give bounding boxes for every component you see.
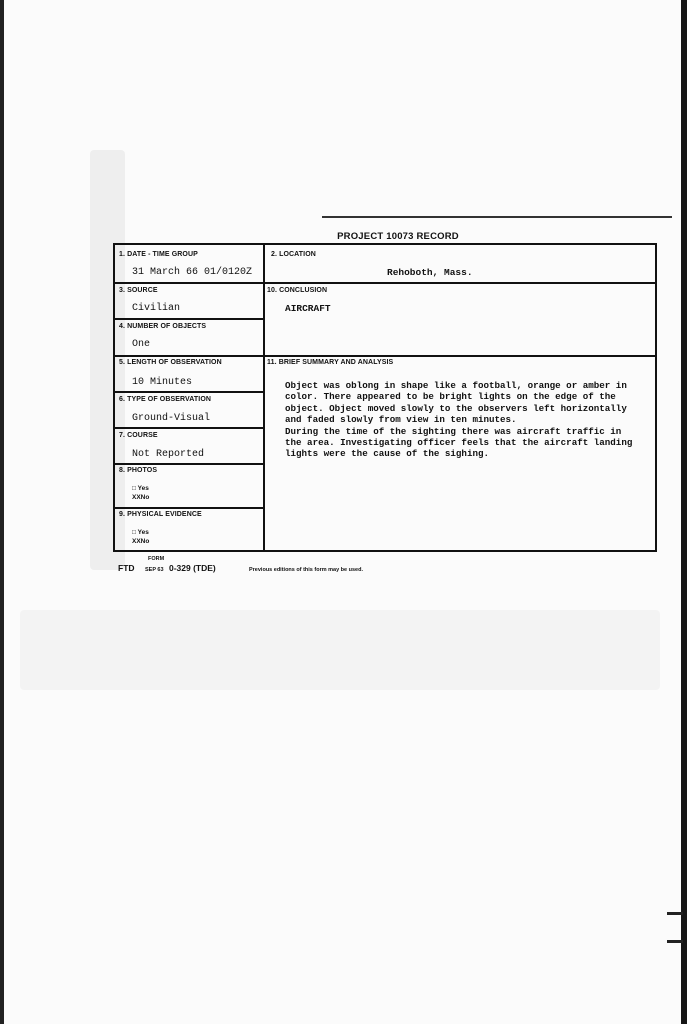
summary-line: object. Object moved slowly to the observers left horizontally [285, 402, 627, 414]
location-value: Rehoboth, Mass. [387, 267, 473, 278]
length-of-observation-value: 10 Minutes [132, 377, 193, 388]
form-title: PROJECT 10073 RECORD [337, 231, 459, 242]
source-label: 3. SOURCE [119, 287, 158, 294]
photos-label: 8. PHOTOS [119, 467, 158, 474]
location-label: 2. LOCATION [271, 251, 316, 258]
photos-no-option [132, 494, 149, 501]
photos-yes-option [132, 485, 149, 492]
row-divider [115, 318, 263, 320]
scan-right-margin [687, 0, 696, 1024]
row-divider [115, 427, 263, 429]
row-divider [115, 507, 263, 509]
row-divider [115, 282, 655, 284]
scan-smudge [20, 610, 660, 690]
row-divider [115, 391, 263, 393]
course-value: Not Reported [132, 449, 205, 460]
footer-ftd: FTD [118, 563, 135, 573]
checkbox-marked-icon: XX [132, 538, 141, 545]
summary-line: and faded slowly from view in ten minutes. [285, 414, 517, 426]
summary-line: the area. Investigating officer feels that the aircraft landing [285, 437, 633, 449]
date-time-group-label: 1. DATE - TIME GROUP [119, 251, 198, 258]
summary-line: lights were the cause of the sighing. [285, 448, 489, 460]
footer-sep-date: SEP 63 [145, 567, 164, 573]
physical-evidence-label: 9. PHYSICAL EVIDENCE [119, 511, 202, 518]
physical-evidence-yes-option [132, 529, 149, 536]
photos-no-label: No [140, 494, 150, 501]
physical-evidence-no-label: No [140, 538, 150, 545]
length-of-observation-label: 5. LENGTH OF OBSERVATION [119, 359, 222, 366]
type-of-observation-label: 6. TYPE OF OBSERVATION [119, 396, 212, 403]
summary-line: color. There appeared to be bright lights on the edge of the [285, 391, 616, 403]
number-of-objects-label: 4. NUMBER OF OBJECTS [119, 323, 207, 330]
physical-evidence-yes-label: Yes [137, 529, 149, 536]
number-of-objects-value: One [132, 339, 151, 350]
scan-left-edge [0, 0, 4, 1024]
conclusion-value: AIRCRAFT [285, 303, 331, 314]
checkbox-marked-icon: XX [132, 494, 141, 501]
row-divider [115, 463, 263, 465]
course-label: 7. COURSE [119, 432, 158, 439]
footer-form-code: 0-329 (TDE) [169, 563, 216, 573]
summary-line: Object was oblong in shape like a football, orange or amber in [285, 380, 627, 391]
brief-summary-label: 11. BRIEF SUMMARY AND ANALYSIS [267, 359, 394, 366]
form-top-rule [322, 216, 672, 218]
column-divider [263, 245, 265, 552]
brief-summary-text [285, 380, 685, 460]
footer-form-word: FORM [148, 556, 165, 562]
date-time-group-value: 31 March 66 01/0120Z [132, 267, 253, 278]
scan-mark [667, 912, 683, 915]
photos-yes-label: Yes [137, 485, 149, 492]
footer-note: Previous editions of this form may be used. [249, 567, 363, 573]
physical-evidence-no-option [132, 538, 149, 545]
record-form [113, 243, 657, 552]
row-divider [115, 355, 655, 357]
checkbox-empty-icon: □ [132, 485, 136, 492]
checkbox-empty-icon: □ [132, 529, 136, 536]
source-value: Civilian [132, 303, 181, 314]
type-of-observation-value: Ground-Visual [132, 413, 211, 424]
conclusion-label: 10. CONCLUSION [267, 287, 328, 294]
scan-mark [667, 940, 683, 943]
summary-line: During the time of the sighting there was aircraft traffic in [285, 425, 622, 437]
